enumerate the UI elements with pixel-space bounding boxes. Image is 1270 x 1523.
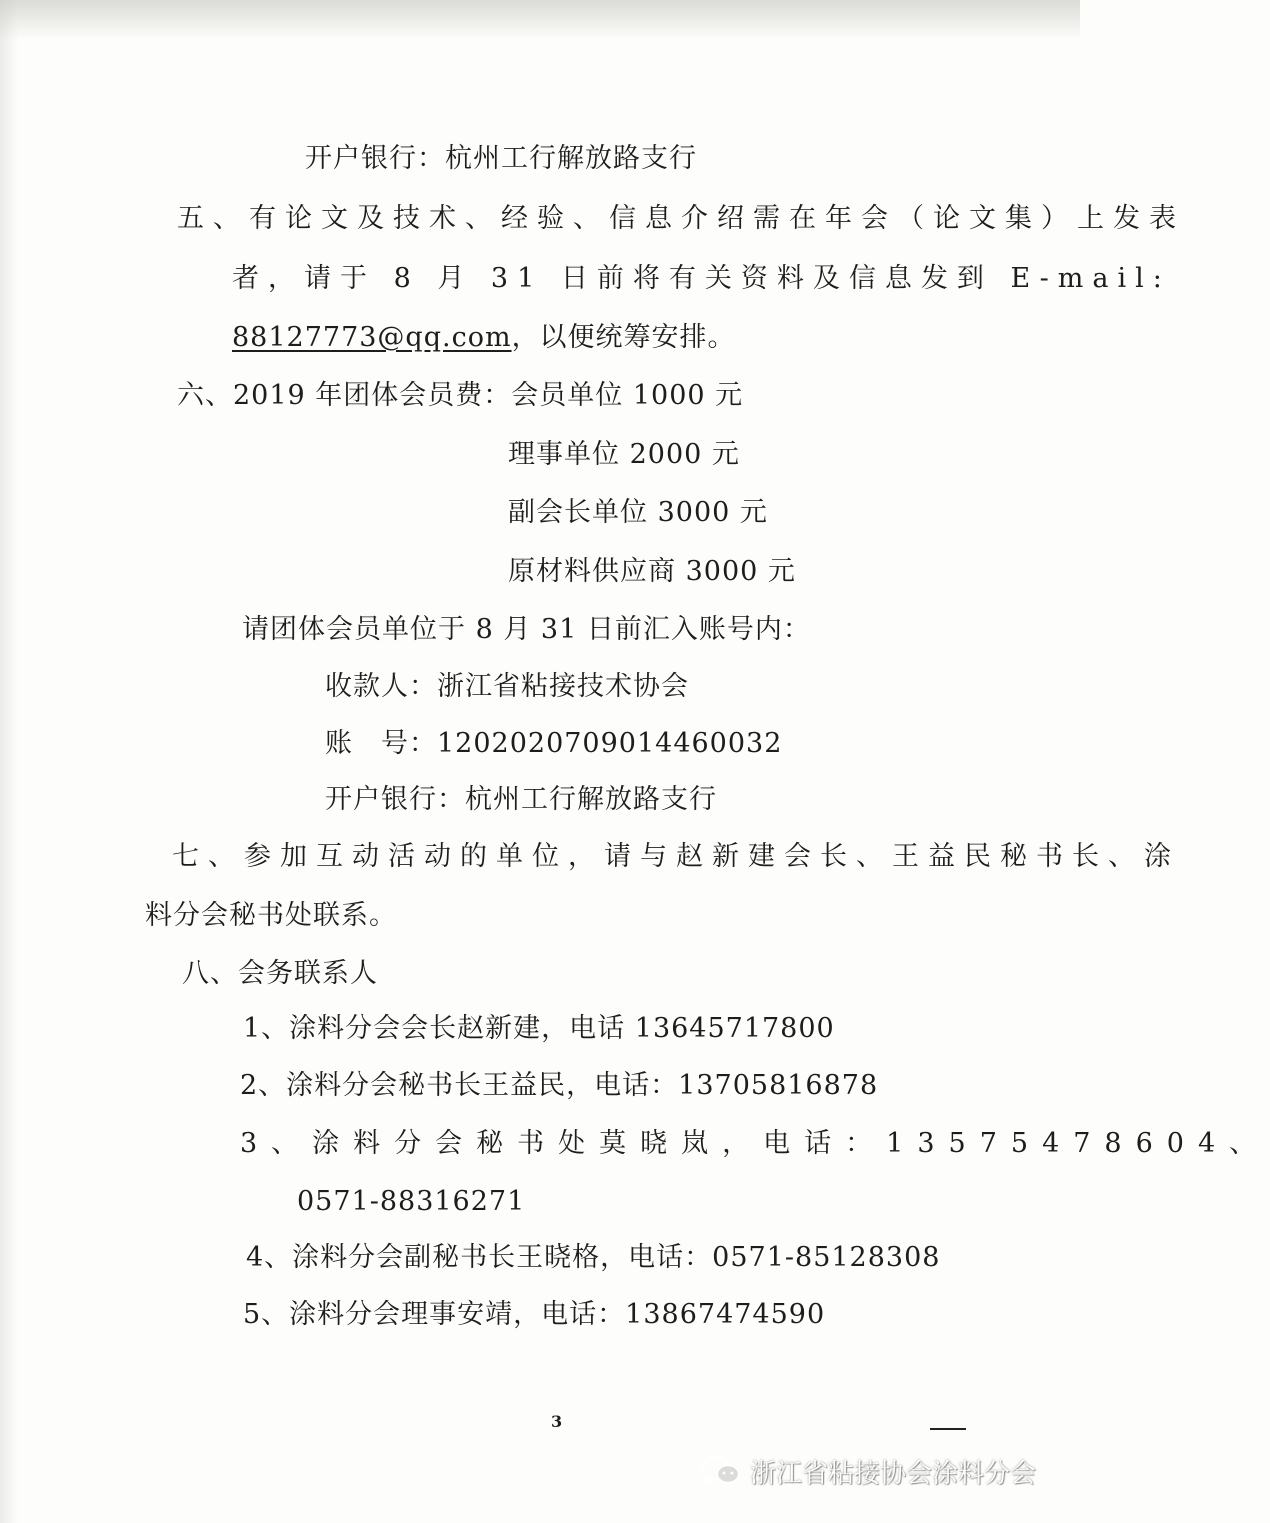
fee-vice-president-unit: 副会长单位 3000 元: [508, 497, 768, 528]
contact-3-line-2: 0571-88316271: [297, 1186, 526, 1217]
item-five-line-3-tail: ，以便统筹安排。: [511, 322, 736, 353]
scan-edge-shadow: [0, 0, 18, 1523]
item-five-line-3: [232, 320, 736, 356]
page-number: 3: [551, 1412, 563, 1431]
watermark: [700, 1453, 1036, 1489]
email-address: 88127773@qq.com: [232, 322, 512, 353]
payee-line: 收款人：浙江省粘接技术协会: [325, 671, 689, 702]
contact-3-line-1: 3、涂料分会秘书处莫晓岚，电话：13575478604、: [240, 1128, 1270, 1159]
footer-dash: [930, 1428, 966, 1430]
item-eight-heading: 八、会务联系人: [182, 958, 378, 989]
wechat-icon: [700, 1454, 742, 1488]
item-seven-line-1: 七、参加互动活动的单位，请与赵新建会长、王益民秘书长、涂: [172, 841, 1180, 872]
contact-4: 4、涂料分会副秘书长王晓格，电话：0571-85128308: [246, 1242, 941, 1273]
account-number-line: 账 号：1202020709014460032: [325, 728, 783, 759]
fee-director-unit: 理事单位 2000 元: [508, 439, 740, 470]
contact-1: 1、涂料分会会长赵新建，电话 13645717800: [243, 1013, 835, 1044]
fee-raw-material-supplier: 原材料供应商 3000 元: [508, 556, 796, 587]
item-five-line-1: 五、有论文及技术、经验、信息介绍需在年会（论文集）上发表: [177, 203, 1185, 234]
item-five-line-2: 者，请于 8 月 31 日前将有关资料及信息发到 E-mail:: [232, 263, 1171, 294]
scan-shadow: [0, 0, 1080, 40]
bank-line-1: 开户银行：杭州工行解放路支行: [305, 143, 697, 174]
item-six-line-1: 六、2019 年团体会员费：会员单位 1000 元: [177, 380, 744, 411]
contact-5: 5、涂料分会理事安靖，电话：13867474590: [243, 1299, 826, 1330]
remittance-instruction: 请团体会员单位于 8 月 31 日前汇入账号内：: [242, 614, 811, 645]
bank-line-2: 开户银行：杭州工行解放路支行: [325, 784, 717, 815]
watermark-text: 浙江省粘接协会涂料分会: [750, 1458, 1037, 1489]
item-seven-line-2: 料分会秘书处联系。: [145, 900, 397, 931]
contact-2: 2、涂料分会秘书长王益民，电话：13705816878: [240, 1070, 879, 1101]
